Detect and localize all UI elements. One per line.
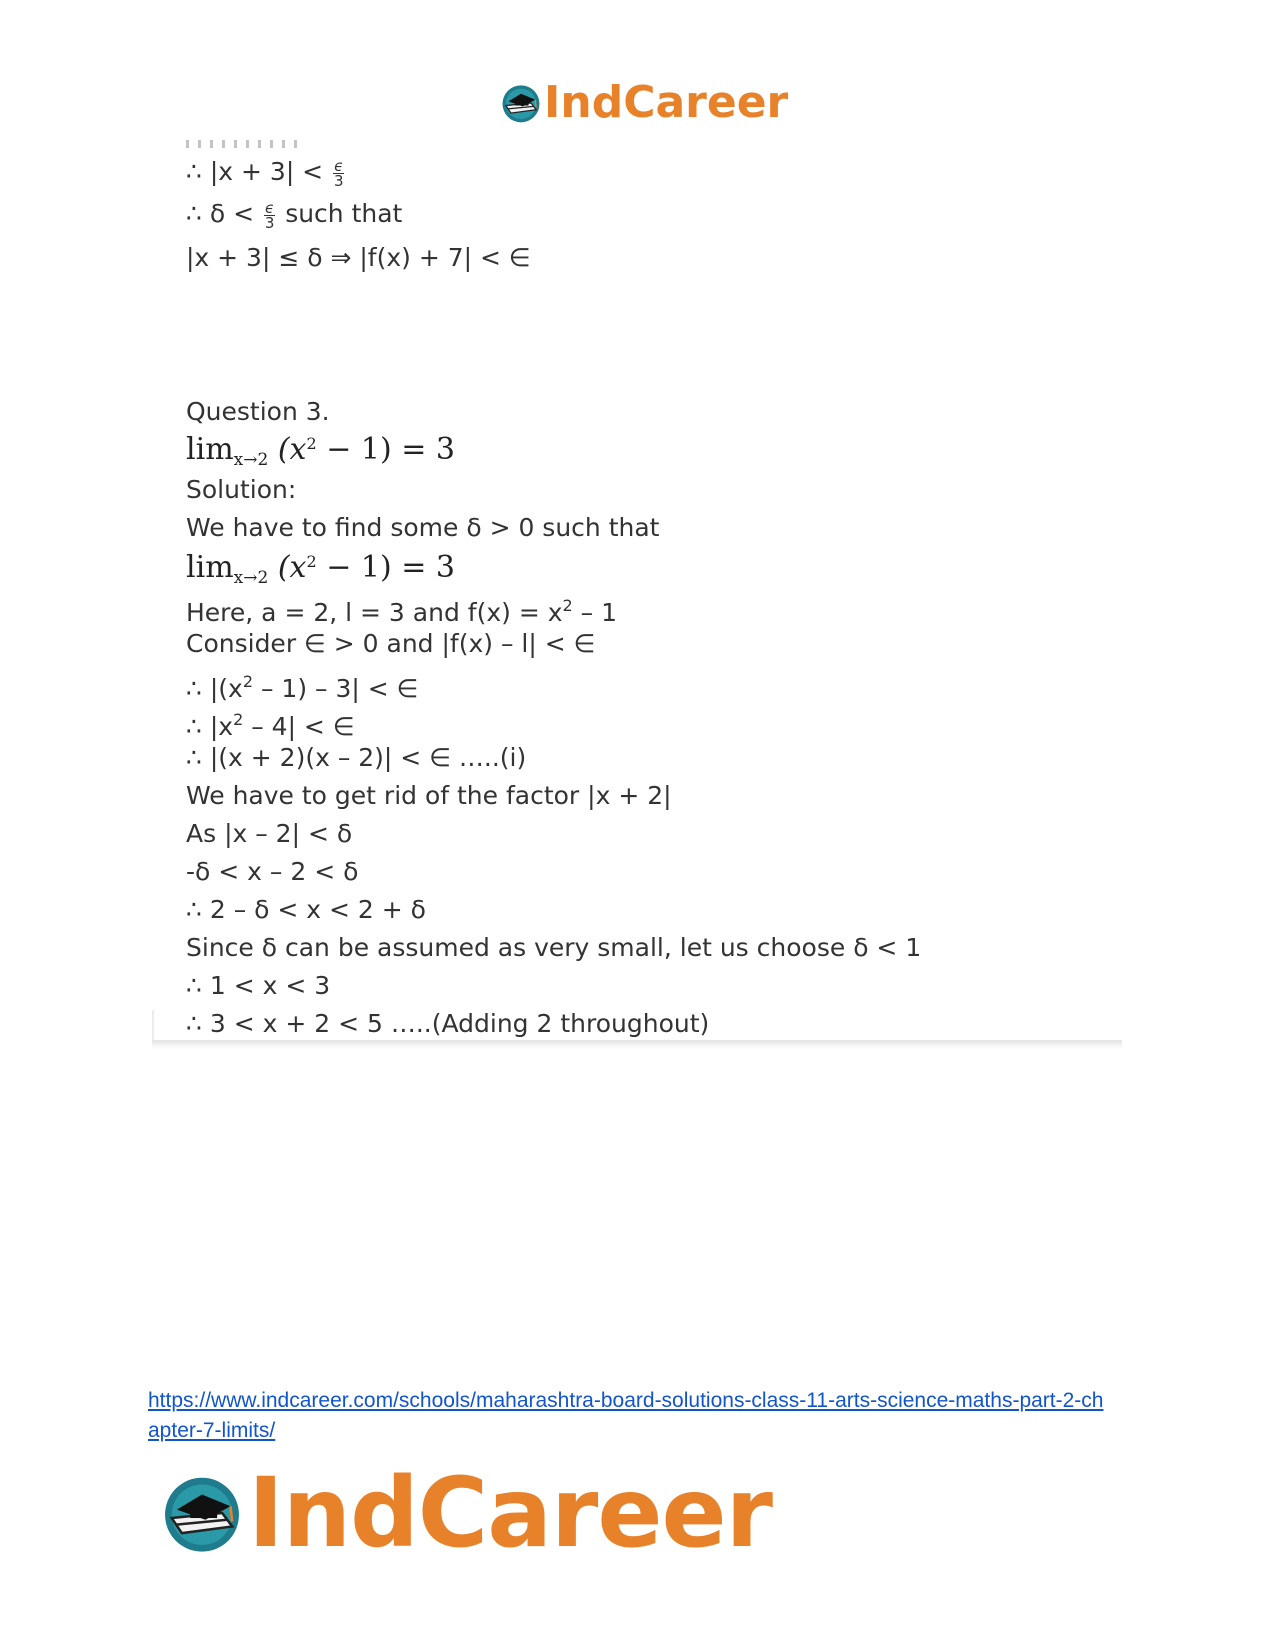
step-line: -δ < x – 2 < δ [186,857,359,886]
cropped-text-remnant [186,140,306,148]
step-line: ∴ 2 – δ < x < 2 + δ [186,895,426,924]
step-line: ∴ |x + 3| < $\frac{\epsilon}{3}$ [186,156,344,190]
step-line: Consider ∈ > 0 and |f(x) – l| < ∈ [186,629,596,658]
indcareer-logo-bottom [160,1457,772,1569]
solution-label: Solution: [186,475,297,504]
step-line: ∴ 3 < x + 2 < 5 …..(Adding 2 throughout) [186,1009,710,1038]
step-line: Since δ can be assumed as very small, let us choose δ < 1 [186,933,922,962]
step-line: Here, a = 2, l = 3 and $f(x) = x^2 - 1$ [186,596,618,627]
source-link[interactable]: https://www.indcareer.com/schools/maharashtra-board-solutions-class-11-arts-science-maths-part-2-chapter-7-limits/ [148,1389,1104,1442]
indcareer-logo-top [500,78,788,128]
step-line: |x + 3| ≤ δ ⇒ |f(x) + 7| < ∈ [186,243,531,272]
limit-expression: $\lim_{x\to 2} (x^2 - 1) = 3$ [186,432,455,470]
step-line: ∴ |(x + 2)(x – 2)| < ∈ …..(i) [186,743,527,772]
logo-wordmark: IndCareer [544,77,789,128]
step-line: ∴ 1 < x < 3 [186,971,331,1000]
logo-wordmark: IndCareer [248,1457,772,1569]
question-title: Question 3. [186,397,330,426]
fraction: $\frac{\epsilon}{3}$ [333,156,344,190]
step-line: As |x – 2| < δ [186,819,353,848]
graduation-cap-book-icon [500,82,542,124]
graduation-cap-book-icon [160,1471,244,1555]
step-line: We have to find some δ > 0 such that [186,513,660,542]
step-line: ∴ $|x^2 - 4|$ < ∈ [186,710,355,741]
screenshot-shadow [152,1040,1122,1050]
step-line: ∴ $|(x^2 - 1) - 3|$ < ∈ [186,672,419,703]
fraction: $\frac{\epsilon}{3}$ [264,198,275,232]
step-line: We have to get rid of the factor |x + 2| [186,781,672,810]
step-line: ∴ δ < $\frac{\epsilon}{3}$ such that [186,198,403,232]
limit-expression: $\lim_{x\to 2} (x^2 - 1) = 3$ [186,550,455,588]
